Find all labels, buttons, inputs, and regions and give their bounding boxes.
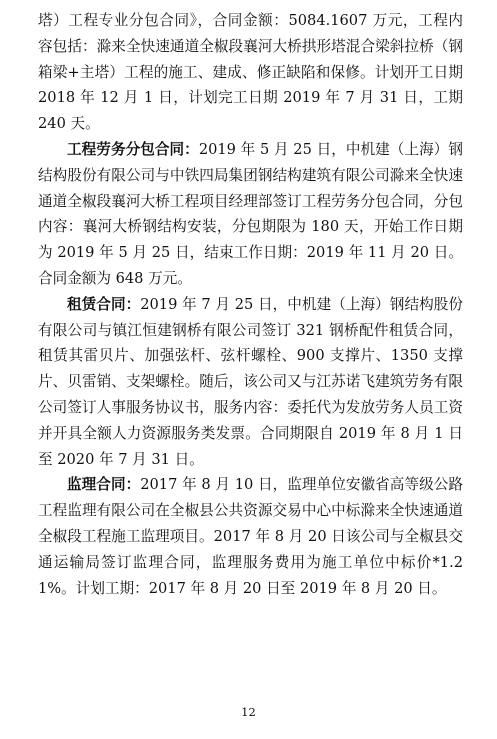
paragraph-text: 2019 年 7 月 25 日，中机建（上海）钢结构股份有限公司与镇江恒建钢桥有限公司签订 321 钢桥配件租赁合同，租赁其雷贝片、加强弦杆、弦杆螺栓、900 支撑片、1350 支撑片、贝雷销、支架螺栓。随后，该公司又与江苏诺飞建筑劳务有限公司签订人事服务协议书，服务内容：委托代为发放劳务人员工资并开具全额人力资源服务类发票。合同期限自 2019 年 8 月 1 日至 2020 年 7 月 31 日。 [38,295,463,468]
paragraph-lease-contract [38,292,463,473]
paragraph-text: 塔）工程专业分包合同》，合同金额：5084.1607 万元，工程内容包括：滁来全快速通道全椒段襄河大桥拱形塔混合梁斜拉桥（钢箱梁+主塔）工程的施工、建成、修正缺陷和保修。计划开工日期 2018 年 12 月 1 日，计划完工日期 2019 年 7 月 31 日，工期 240 天。 [38,12,463,133]
document-body [38,8,463,601]
paragraph-continued [38,8,463,137]
paragraph-text: 2017 年 8 月 10 日，监理单位安徽省高等级公路工程监理有限公司在全椒县公共资源交易中心中标滁来全快速通道全椒段工程施工监理项目。2017 年 8 月 20 日该公司与全椒县交通运输局签订监理合同，监理服务费用为施工单位中标价*1.21%。计划工期：2017 年 8 月 20 日至 2019 年 8 月 20 日。 [38,476,463,597]
paragraph-text: 2019 年 5 月 25 日，中机建（上海）钢结构股份有限公司与中铁四局集团钢结构建筑有限公司滁来全快速通道全椒段襄河大桥工程项目经理部签订工程劳务分包合同，分包内容：襄河大桥钢结构安装，分包期限为 180 天，开始工作日期为 2019 年 5 月 25 日，结束工作日期：2019 年 11 月 20 日。合同金额为 648 万元。 [38,140,463,287]
paragraph-supervision-contract [38,472,463,601]
paragraph-heading: 租赁合同： [67,295,141,313]
paragraph-heading: 监理合同： [67,476,141,494]
paragraph-heading: 工程劳务分包合同： [67,140,199,158]
paragraph-labor-subcontract [38,137,463,292]
page-number: 12 [241,705,256,719]
